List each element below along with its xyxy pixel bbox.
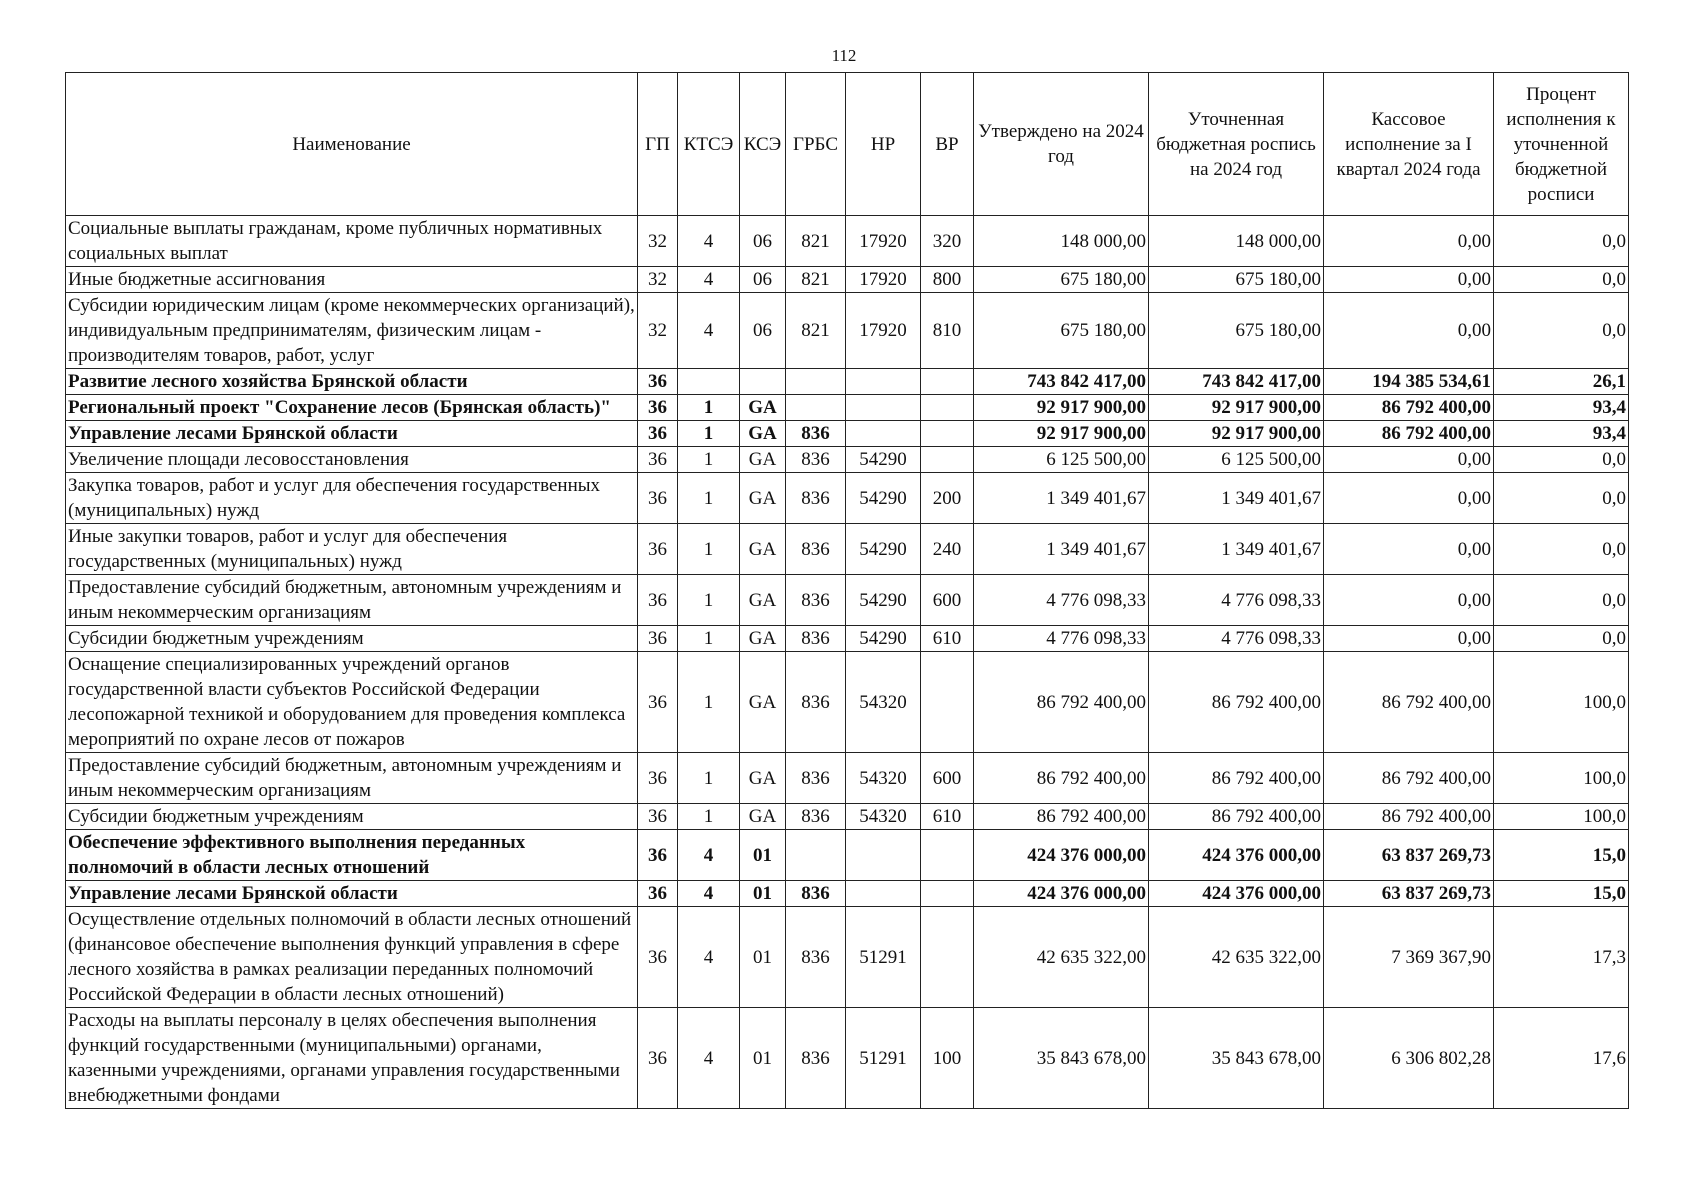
cell-refined: 148 000,00 (1149, 216, 1324, 267)
cell-vr (921, 421, 974, 447)
cell-nr (846, 395, 921, 421)
header-gp: ГП (638, 73, 678, 216)
cell-name: Закупка товаров, работ и услуг для обеспечения государственных (муниципальных) нужд (66, 473, 638, 524)
cell-grbs: 836 (786, 804, 846, 830)
cell-approved: 86 792 400,00 (974, 753, 1149, 804)
cell-kse: GA (740, 652, 786, 753)
cell-ktse: 1 (678, 575, 740, 626)
cell-refined: 42 635 322,00 (1149, 907, 1324, 1008)
cell-cash: 0,00 (1324, 293, 1494, 369)
cell-cash: 7 369 367,90 (1324, 907, 1494, 1008)
cell-grbs: 836 (786, 473, 846, 524)
cell-cash: 0,00 (1324, 626, 1494, 652)
cell-nr: 54290 (846, 473, 921, 524)
cell-gp: 36 (638, 652, 678, 753)
cell-cash: 6 306 802,28 (1324, 1008, 1494, 1109)
cell-ktse: 4 (678, 267, 740, 293)
table-row (66, 907, 1629, 1008)
cell-vr: 200 (921, 473, 974, 524)
cell-percent: 0,0 (1494, 626, 1629, 652)
header-row (66, 73, 1629, 216)
table-row (66, 804, 1629, 830)
cell-name: Предоставление субсидий бюджетным, автономным учреждениям и иным некоммерческим организациям (66, 753, 638, 804)
cell-percent: 93,4 (1494, 421, 1629, 447)
cell-cash: 0,00 (1324, 575, 1494, 626)
cell-vr: 610 (921, 804, 974, 830)
cell-ktse: 1 (678, 626, 740, 652)
cell-vr: 320 (921, 216, 974, 267)
cell-approved: 1 349 401,67 (974, 524, 1149, 575)
cell-name: Субсидии бюджетным учреждениям (66, 804, 638, 830)
table-row (66, 575, 1629, 626)
cell-percent: 0,0 (1494, 293, 1629, 369)
cell-grbs: 836 (786, 1008, 846, 1109)
cell-nr: 51291 (846, 1008, 921, 1109)
cell-gp: 36 (638, 830, 678, 881)
table-row (66, 267, 1629, 293)
cell-vr: 100 (921, 1008, 974, 1109)
cell-gp: 36 (638, 524, 678, 575)
cell-grbs: 836 (786, 626, 846, 652)
header-grbs: ГРБС (786, 73, 846, 216)
cell-kse: GA (740, 626, 786, 652)
cell-grbs: 821 (786, 267, 846, 293)
cell-nr (846, 830, 921, 881)
cell-grbs: 821 (786, 216, 846, 267)
cell-nr: 51291 (846, 907, 921, 1008)
table-row (66, 369, 1629, 395)
cell-gp: 36 (638, 804, 678, 830)
cell-kse (740, 369, 786, 395)
cell-kse: GA (740, 575, 786, 626)
cell-cash: 0,00 (1324, 216, 1494, 267)
header-vr: ВР (921, 73, 974, 216)
cell-ktse: 1 (678, 652, 740, 753)
cell-percent: 15,0 (1494, 881, 1629, 907)
cell-ktse: 1 (678, 753, 740, 804)
cell-name: Иные закупки товаров, работ и услуг для обеспечения государственных (муниципальных) нужд (66, 524, 638, 575)
cell-name: Управление лесами Брянской области (66, 881, 638, 907)
cell-approved: 148 000,00 (974, 216, 1149, 267)
cell-grbs: 836 (786, 447, 846, 473)
cell-kse: 01 (740, 881, 786, 907)
table-row (66, 216, 1629, 267)
table-body (66, 216, 1629, 1109)
cell-gp: 36 (638, 421, 678, 447)
cell-gp: 32 (638, 293, 678, 369)
table-row (66, 293, 1629, 369)
cell-ktse: 4 (678, 293, 740, 369)
cell-cash: 86 792 400,00 (1324, 395, 1494, 421)
cell-approved: 6 125 500,00 (974, 447, 1149, 473)
cell-cash: 0,00 (1324, 267, 1494, 293)
cell-cash: 86 792 400,00 (1324, 804, 1494, 830)
cell-refined: 1 349 401,67 (1149, 524, 1324, 575)
cell-grbs (786, 395, 846, 421)
cell-gp: 36 (638, 1008, 678, 1109)
cell-approved: 424 376 000,00 (974, 830, 1149, 881)
cell-percent: 15,0 (1494, 830, 1629, 881)
cell-approved: 92 917 900,00 (974, 395, 1149, 421)
cell-name: Управление лесами Брянской области (66, 421, 638, 447)
cell-refined: 675 180,00 (1149, 293, 1324, 369)
cell-kse: GA (740, 753, 786, 804)
cell-cash: 86 792 400,00 (1324, 753, 1494, 804)
cell-percent: 0,0 (1494, 575, 1629, 626)
cell-nr: 54320 (846, 804, 921, 830)
cell-refined: 424 376 000,00 (1149, 881, 1324, 907)
cell-percent: 17,6 (1494, 1008, 1629, 1109)
cell-ktse (678, 369, 740, 395)
cell-grbs: 836 (786, 524, 846, 575)
cell-grbs: 836 (786, 907, 846, 1008)
cell-gp: 36 (638, 473, 678, 524)
cell-kse: 01 (740, 1008, 786, 1109)
cell-name: Иные бюджетные ассигнования (66, 267, 638, 293)
cell-ktse: 4 (678, 1008, 740, 1109)
cell-gp: 32 (638, 216, 678, 267)
cell-ktse: 1 (678, 447, 740, 473)
cell-gp: 32 (638, 267, 678, 293)
cell-kse: GA (740, 395, 786, 421)
cell-vr (921, 830, 974, 881)
table-row (66, 395, 1629, 421)
cell-percent: 100,0 (1494, 804, 1629, 830)
cell-vr (921, 447, 974, 473)
cell-ktse: 1 (678, 395, 740, 421)
cell-vr: 600 (921, 753, 974, 804)
cell-gp: 36 (638, 447, 678, 473)
cell-approved: 42 635 322,00 (974, 907, 1149, 1008)
cell-cash: 0,00 (1324, 473, 1494, 524)
cell-ktse: 1 (678, 524, 740, 575)
cell-vr (921, 907, 974, 1008)
cell-nr: 17920 (846, 267, 921, 293)
cell-cash: 0,00 (1324, 447, 1494, 473)
header-refined: Уточненная бюджетная роспись на 2024 год (1149, 73, 1324, 216)
cell-vr: 610 (921, 626, 974, 652)
cell-percent: 93,4 (1494, 395, 1629, 421)
cell-ktse: 1 (678, 421, 740, 447)
cell-percent: 100,0 (1494, 652, 1629, 753)
page-number: 112 (831, 46, 857, 65)
cell-refined: 35 843 678,00 (1149, 1008, 1324, 1109)
cell-gp: 36 (638, 626, 678, 652)
cell-refined: 4 776 098,33 (1149, 575, 1324, 626)
cell-approved: 675 180,00 (974, 293, 1149, 369)
cell-gp: 36 (638, 395, 678, 421)
cell-cash: 194 385 534,61 (1324, 369, 1494, 395)
cell-name: Развитие лесного хозяйства Брянской области (66, 369, 638, 395)
cell-grbs (786, 830, 846, 881)
cell-gp: 36 (638, 881, 678, 907)
cell-approved: 35 843 678,00 (974, 1008, 1149, 1109)
cell-nr: 54290 (846, 447, 921, 473)
header-cash: Кассовое исполнение за I квартал 2024 года (1324, 73, 1494, 216)
cell-cash: 0,00 (1324, 524, 1494, 575)
header-nr: НР (846, 73, 921, 216)
cell-percent: 0,0 (1494, 447, 1629, 473)
cell-cash: 86 792 400,00 (1324, 421, 1494, 447)
cell-cash: 86 792 400,00 (1324, 652, 1494, 753)
cell-kse: 06 (740, 267, 786, 293)
cell-name: Региональный проект "Сохранение лесов (Брянская область)" (66, 395, 638, 421)
cell-kse: GA (740, 524, 786, 575)
cell-cash: 63 837 269,73 (1324, 881, 1494, 907)
cell-vr: 600 (921, 575, 974, 626)
cell-kse: GA (740, 447, 786, 473)
cell-percent: 100,0 (1494, 753, 1629, 804)
cell-grbs (786, 369, 846, 395)
cell-gp: 36 (638, 907, 678, 1008)
cell-name: Обеспечение эффективного выполнения переданных полномочий в области лесных отношений (66, 830, 638, 881)
cell-refined: 675 180,00 (1149, 267, 1324, 293)
cell-name: Расходы на выплаты персоналу в целях обеспечения выполнения функций государственными (муниципальными) органами, казенными учреждениями, органами управления государственными внебюджетными фондами (66, 1008, 638, 1109)
cell-ktse: 4 (678, 830, 740, 881)
cell-percent: 0,0 (1494, 267, 1629, 293)
cell-percent: 26,1 (1494, 369, 1629, 395)
table-row (66, 753, 1629, 804)
cell-grbs: 836 (786, 421, 846, 447)
cell-grbs: 821 (786, 293, 846, 369)
cell-kse: GA (740, 421, 786, 447)
table-header (66, 73, 1629, 216)
cell-approved: 4 776 098,33 (974, 626, 1149, 652)
cell-refined: 1 349 401,67 (1149, 473, 1324, 524)
cell-nr: 54320 (846, 652, 921, 753)
header-ktse: КТСЭ (678, 73, 740, 216)
cell-ktse: 4 (678, 907, 740, 1008)
cell-approved: 86 792 400,00 (974, 804, 1149, 830)
cell-nr: 17920 (846, 216, 921, 267)
cell-kse: 06 (740, 216, 786, 267)
cell-refined: 4 776 098,33 (1149, 626, 1324, 652)
cell-grbs: 836 (786, 575, 846, 626)
cell-approved: 675 180,00 (974, 267, 1149, 293)
table-row (66, 524, 1629, 575)
cell-refined: 92 917 900,00 (1149, 421, 1324, 447)
cell-nr (846, 421, 921, 447)
cell-kse: GA (740, 473, 786, 524)
header-approved: Утверждено на 2024 год (974, 73, 1149, 216)
cell-approved: 92 917 900,00 (974, 421, 1149, 447)
table-row (66, 447, 1629, 473)
cell-nr: 54290 (846, 524, 921, 575)
cell-refined: 86 792 400,00 (1149, 753, 1324, 804)
cell-kse: 01 (740, 907, 786, 1008)
table-row (66, 473, 1629, 524)
cell-vr: 240 (921, 524, 974, 575)
cell-name: Осуществление отдельных полномочий в области лесных отношений (финансовое обеспечение выполнения функций управления в сфере лесного хозяйства в рамках реализации переданных полномочий Российской Федерации в области лесных отношений) (66, 907, 638, 1008)
cell-nr: 54290 (846, 575, 921, 626)
budget-execution-table (65, 72, 1629, 1109)
cell-ktse: 1 (678, 473, 740, 524)
cell-gp: 36 (638, 369, 678, 395)
cell-kse: 01 (740, 830, 786, 881)
cell-name: Предоставление субсидий бюджетным, автономным учреждениям и иным некоммерческим организациям (66, 575, 638, 626)
cell-vr: 800 (921, 267, 974, 293)
cell-refined: 86 792 400,00 (1149, 652, 1324, 753)
header-percent: Процент исполнения к уточненной бюджетной росписи (1494, 73, 1629, 216)
cell-refined: 424 376 000,00 (1149, 830, 1324, 881)
table-row (66, 881, 1629, 907)
cell-grbs: 836 (786, 753, 846, 804)
cell-percent: 0,0 (1494, 216, 1629, 267)
cell-grbs: 836 (786, 881, 846, 907)
cell-approved: 1 349 401,67 (974, 473, 1149, 524)
cell-refined: 6 125 500,00 (1149, 447, 1324, 473)
table-row (66, 830, 1629, 881)
cell-vr (921, 369, 974, 395)
cell-cash: 63 837 269,73 (1324, 830, 1494, 881)
cell-percent: 17,3 (1494, 907, 1629, 1008)
cell-nr: 17920 (846, 293, 921, 369)
cell-gp: 36 (638, 753, 678, 804)
table-row (66, 421, 1629, 447)
cell-name: Социальные выплаты гражданам, кроме публичных нормативных социальных выплат (66, 216, 638, 267)
header-name: Наименование (66, 73, 638, 216)
cell-approved: 4 776 098,33 (974, 575, 1149, 626)
cell-kse: 06 (740, 293, 786, 369)
cell-vr (921, 881, 974, 907)
cell-name: Оснащение специализированных учреждений органов государственной власти субъектов Российской Федерации лесопожарной техникой и оборудованием для проведения комплекса мероприятий по охране лесов от пожаров (66, 652, 638, 753)
cell-percent: 0,0 (1494, 473, 1629, 524)
cell-refined: 86 792 400,00 (1149, 804, 1324, 830)
cell-percent: 0,0 (1494, 524, 1629, 575)
cell-name: Субсидии бюджетным учреждениям (66, 626, 638, 652)
cell-refined: 743 842 417,00 (1149, 369, 1324, 395)
cell-nr: 54320 (846, 753, 921, 804)
cell-vr (921, 652, 974, 753)
header-kse: КСЭ (740, 73, 786, 216)
cell-ktse: 4 (678, 881, 740, 907)
cell-kse: GA (740, 804, 786, 830)
cell-gp: 36 (638, 575, 678, 626)
table-row (66, 652, 1629, 753)
cell-vr: 810 (921, 293, 974, 369)
cell-ktse: 4 (678, 216, 740, 267)
cell-nr: 54290 (846, 626, 921, 652)
cell-name: Увеличение площади лесовосстановления (66, 447, 638, 473)
cell-nr (846, 881, 921, 907)
cell-grbs: 836 (786, 652, 846, 753)
cell-approved: 86 792 400,00 (974, 652, 1149, 753)
cell-name: Субсидии юридическим лицам (кроме некоммерческих организаций), индивидуальным предпринимателям, физическим лицам - производителям товаров, работ, услуг (66, 293, 638, 369)
cell-ktse: 1 (678, 804, 740, 830)
cell-vr (921, 395, 974, 421)
cell-nr (846, 369, 921, 395)
cell-approved: 424 376 000,00 (974, 881, 1149, 907)
table-row (66, 1008, 1629, 1109)
table-row (66, 626, 1629, 652)
cell-refined: 92 917 900,00 (1149, 395, 1324, 421)
cell-approved: 743 842 417,00 (974, 369, 1149, 395)
